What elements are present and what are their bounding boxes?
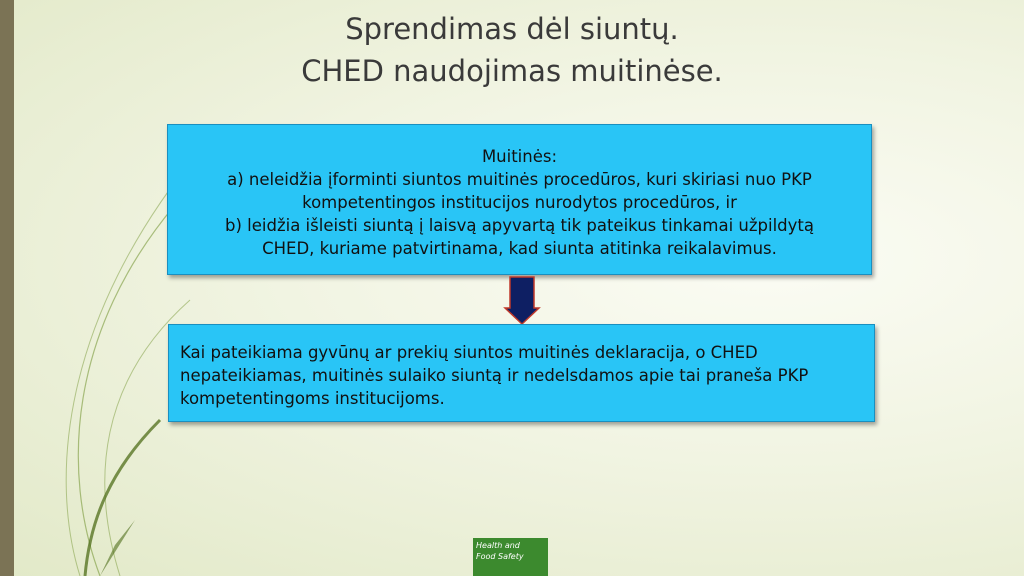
customs-rules-box xyxy=(167,124,872,275)
rules-heading: Muitinės: xyxy=(481,147,558,166)
customs-detention-box xyxy=(168,324,875,422)
rule-b-line-1: b) leidžia išleisti siuntą į laisvą apyvartą tik pateikus tinkamai užpildytą xyxy=(225,216,814,235)
slide-title xyxy=(160,8,864,92)
logo-line-1: Health and xyxy=(476,541,520,550)
rule-a-line-2: kompetentingos institucijos nurodytos procedūros, ir xyxy=(302,193,737,212)
detention-text: Kai pateikiama gyvūnų ar prekių siuntos muitinės deklaracija, o CHED nepateikiamas, muitinės sulaiko siuntą ir nedelsdamos apie tai praneša PKP kompetentingoms institucijoms. xyxy=(180,343,809,408)
logo-line-2: Food Safety xyxy=(476,552,524,561)
title-line-2: CHED naudojimas muitinėse. xyxy=(301,54,723,88)
health-food-safety-logo xyxy=(473,538,548,576)
rule-a-line-1: a) neleidžia įforminti siuntos muitinės procedūros, kuri skiriasi nuo PKP xyxy=(227,170,812,189)
rule-b-line-2: CHED, kuriame patvirtinama, kad siunta atitinka reikalavimus. xyxy=(262,239,777,258)
down-arrow-icon xyxy=(503,276,541,326)
title-line-1: Sprendimas dėl siuntų. xyxy=(345,12,679,46)
